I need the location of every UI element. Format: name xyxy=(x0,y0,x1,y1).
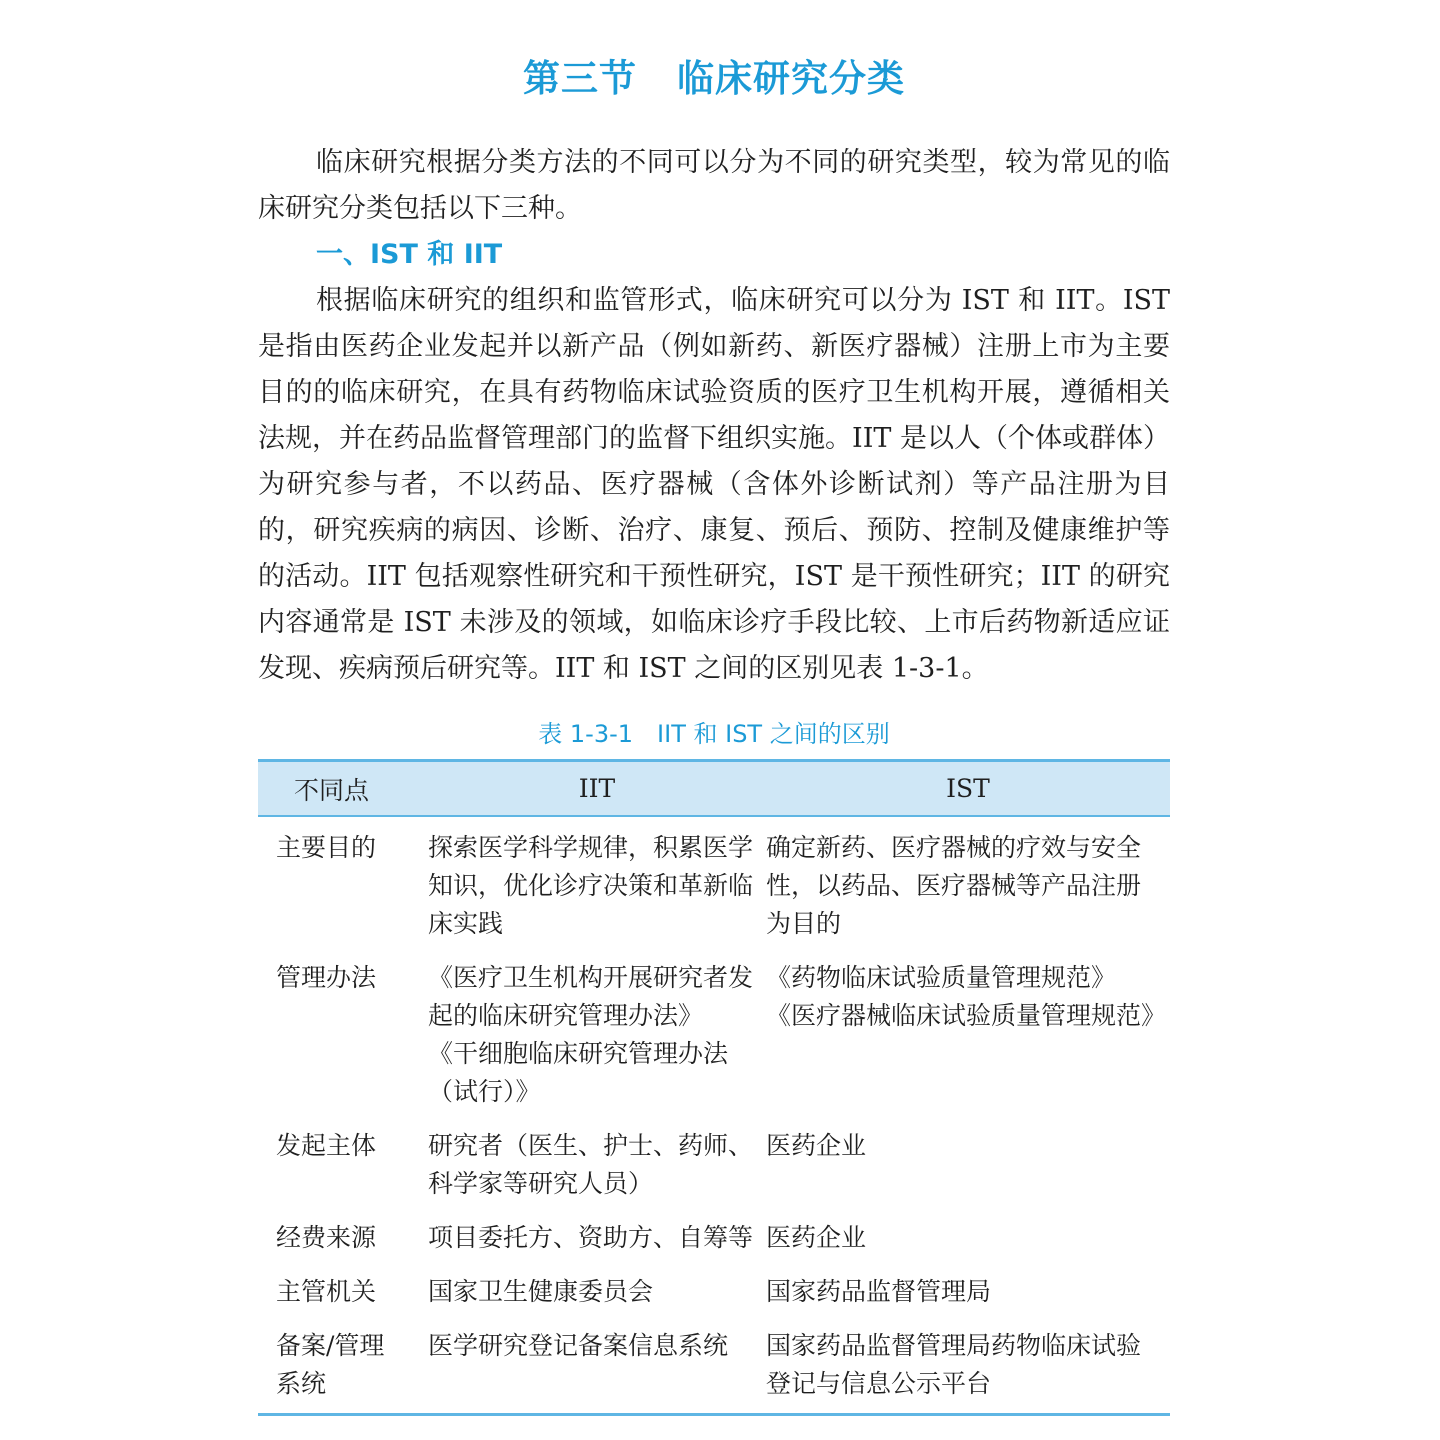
aspect-cell xyxy=(258,816,428,951)
table-row xyxy=(258,1211,1170,1265)
ist-cell-text: 国家药品监督管理局药物临床试验登记与信息公示平台 xyxy=(766,1331,1142,1398)
table-header-row xyxy=(258,761,1170,817)
aspect-cell-text: 经费来源 xyxy=(276,1223,377,1252)
iit-cell-text: 探索医学科学规律，积累医学知识，优化诊疗决策和革新临床实践 xyxy=(428,833,754,938)
ist-cell-text: 医药企业 xyxy=(766,1223,867,1252)
aspect-cell-text: 主管机关 xyxy=(276,1277,377,1306)
ist-cell-text: 医药企业 xyxy=(766,1131,867,1160)
iit-cell-text: 《干细胞临床研究管理办法（试行）》 xyxy=(428,1039,729,1106)
iit-cell xyxy=(428,1265,766,1319)
aspect-cell-text: 发起主体 xyxy=(276,1131,377,1160)
ist-cell xyxy=(766,816,1170,951)
iit-cell xyxy=(428,1319,766,1415)
table-row xyxy=(258,1119,1170,1211)
iit-cell-text: 项目委托方、资助方、自筹等 xyxy=(428,1223,754,1252)
ist-cell-text: 国家药品监督管理局 xyxy=(766,1277,992,1306)
iit-cell xyxy=(428,1119,766,1211)
section-name: 临床研究分类 xyxy=(677,57,905,100)
subheading: 一、IST 和 IIT xyxy=(316,239,503,270)
ist-cell-text: 《药物临床试验质量管理规范》 xyxy=(766,963,1117,992)
comparison-table xyxy=(258,759,1170,1416)
aspect-cell xyxy=(258,1265,428,1319)
table-row xyxy=(258,816,1170,951)
section-number: 第三节 xyxy=(523,57,637,100)
aspect-cell xyxy=(258,951,428,1119)
iit-cell-text: 《医疗卫生机构开展研究者发起的临床研究管理办法》 xyxy=(428,963,754,1030)
ist-cell xyxy=(766,951,1170,1119)
section-title xyxy=(258,48,1170,102)
table-row xyxy=(258,1265,1170,1319)
ist-cell xyxy=(766,1119,1170,1211)
iit-cell xyxy=(428,951,766,1119)
header-ist: IST xyxy=(766,761,1170,817)
ist-cell xyxy=(766,1319,1170,1415)
table-row xyxy=(258,951,1170,1119)
table-caption: 表 1-3-1 IIT 和 IST 之间的区别 xyxy=(538,720,890,748)
intro-paragraph: 临床研究根据分类方法的不同可以分为不同的研究类型，较为常见的临床研究分类包括以下三种。 xyxy=(258,147,1170,224)
iit-cell-text: 研究者（医生、护士、药师、科学家等研究人员） xyxy=(428,1131,754,1198)
table-row xyxy=(258,1319,1170,1415)
header-aspect: 不同点 xyxy=(258,761,428,817)
aspect-cell-text: 系统 xyxy=(276,1369,327,1398)
ist-cell-text: 确定新药、医疗器械的疗效与安全性，以药品、医疗器械等产品注册为目的 xyxy=(766,833,1142,938)
iit-cell xyxy=(428,1211,766,1265)
iit-cell-text: 医学研究登记备案信息系统 xyxy=(428,1331,729,1360)
aspect-cell xyxy=(258,1211,428,1265)
body-paragraph: 根据临床研究的组织和监管形式，临床研究可以分为 IST 和 IIT。IST 是指由医药企业发起并以新产品（例如新药、新医疗器械）注册上市为主要目的的临床研究，在具有药物临床试验资质的医疗卫生机构开展，遵循相关法规，并在药品监督管理部门的监督下组织实施。IIT 是以人（个体或群体）为研究参与者，不以药品、医疗器械（含体外诊断试剂）等产品注册为目的，研究疾病的病因、诊断、治疗、康复、预后、预防、控制及健康维护等的活动。IIT 包括观察性研究和干预性研究，IST 是干预性研究；IIT 的研究内容通常是 IST 未涉及的领域，如临床诊疗手段比较、上市后药物新适应证发现、疾病预后研究等。IIT 和 IST 之间的区别见表 1-3-1。 xyxy=(258,285,1170,684)
aspect-cell xyxy=(258,1319,428,1415)
ist-cell-text: 《医疗器械临床试验质量管理规范》 xyxy=(766,1001,1167,1030)
ist-cell xyxy=(766,1211,1170,1265)
iit-cell-text: 国家卫生健康委员会 xyxy=(428,1277,654,1306)
iit-cell xyxy=(428,816,766,951)
aspect-cell xyxy=(258,1119,428,1211)
header-iit: IIT xyxy=(428,761,766,817)
aspect-cell-text: 备案/管理 xyxy=(276,1331,385,1360)
table-body xyxy=(258,816,1170,1415)
ist-cell xyxy=(766,1265,1170,1319)
aspect-cell-text: 管理办法 xyxy=(276,963,377,992)
aspect-cell-text: 主要目的 xyxy=(276,833,377,862)
